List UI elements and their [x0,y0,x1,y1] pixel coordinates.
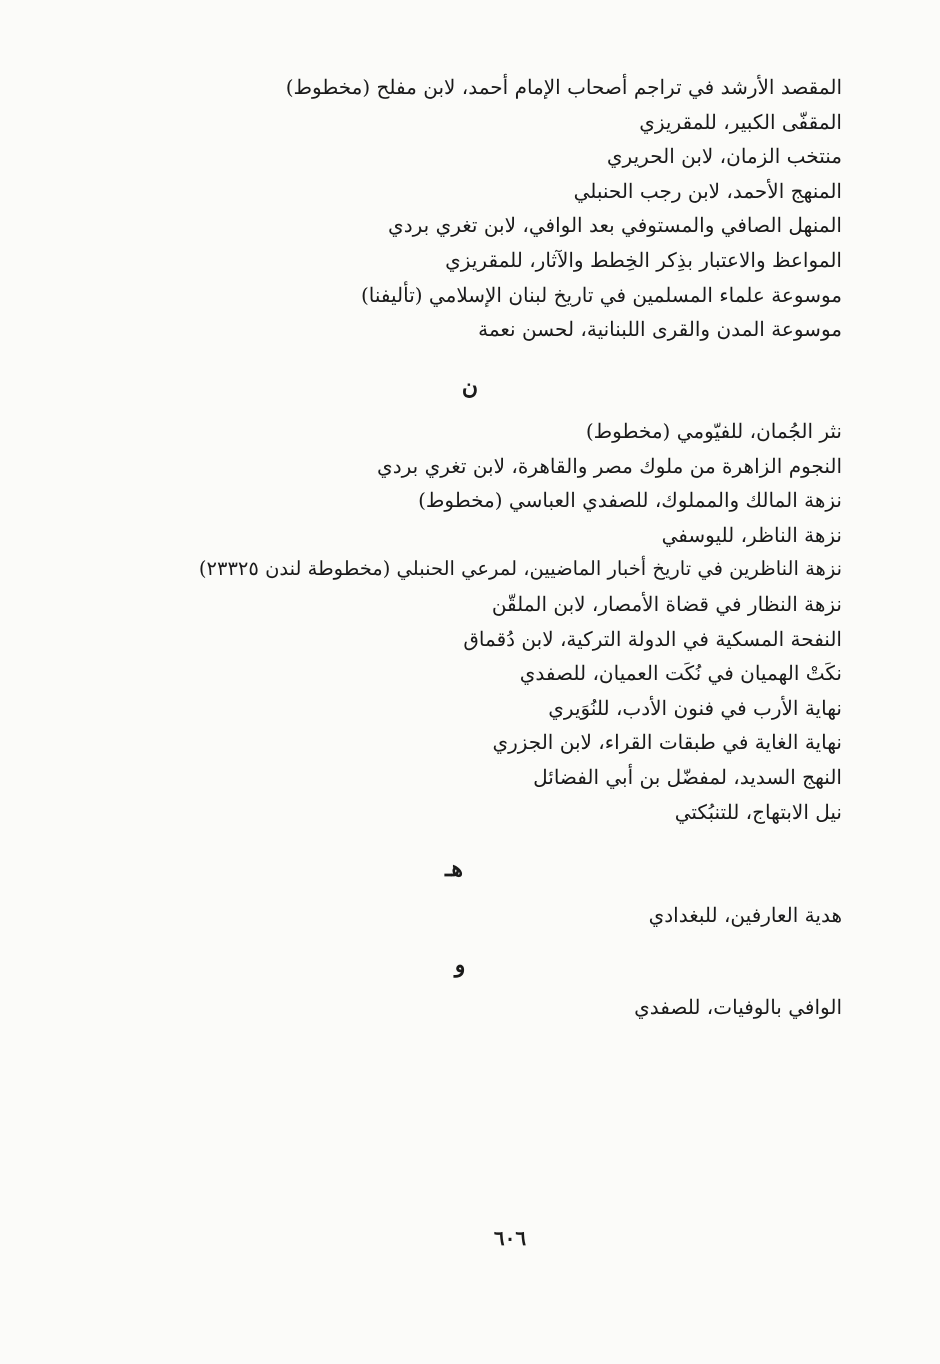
list-item: النجوم الزاهرة من ملوك مصر والقاهرة، لابن تغري بردي [377,453,842,478]
section-waw-list [162,990,842,1025]
list-item: نزهة الناظر، لليوسفي [661,522,842,547]
section-meem-list [162,70,842,347]
list-item: الوافي بالوفيات، للصفدي [634,995,842,1019]
list-item: هدية العارفين، للبغدادي [648,903,842,927]
page-number: ٦٠٦ [493,1226,527,1250]
list-item: نزهة المالك والمملوك، للصفدي العباسي (مخطوط) [418,488,842,513]
section-noon-list [162,414,842,829]
list-item: المواعظ والاعتبار بذِكر الخِطط والآثار، للمقريزي [445,247,842,272]
list-item: المنهج الأحمد، لابن رجب الحنبلي [573,178,842,203]
list-item: نهاية الغاية في طبقات القراء، لابن الجزري [492,730,842,755]
list-item: نزهة الناظرين في تاريخ أخبار الماضيين، لمرعي الحنبلي (مخطوطة لندن ٢٣٣٢٥) [198,557,842,581]
list-item: المقصد الأرشد في تراجم أصحاب الإمام أحمد، لابن مفلح (مخطوط) [285,75,842,99]
list-item: منتخب الزمان، لابن الحريري [606,144,842,169]
list-item: نثر الجُمان، للفيّومي (مخطوط) [585,419,842,443]
section-heading-waw: و [454,952,466,978]
list-item: موسوعة علماء المسلمين في تاريخ لبنان الإسلامي (تأليفنا) [360,282,842,307]
list-item: المنهل الصافي والمستوفي بعد الوافي، لابن تغري بردي [388,213,842,238]
list-item: نيل الابتهاج، للتنبُكتي [674,799,842,824]
list-item: نكَتْ الهميان في نُكَت العميان، للصفدي [519,661,842,686]
list-item: النهج السديد، لمفضّل بن أبي الفضائل [533,764,842,789]
section-heading-noon: ن [461,374,479,400]
list-item: النفحة المسكية في الدولة التركية، لابن دُقماق [463,626,842,651]
section-ha-list [162,898,842,933]
section-heading-ha: هـ [444,856,464,882]
list-item: نزهة النظار في قضاة الأمصار، لابن الملقّن [491,591,842,616]
list-item: المقفّى الكبير، للمقريزي [639,109,842,134]
list-item: موسوعة المدن والقرى اللبنانية، لحسن نعمة [478,317,842,342]
list-item: نهاية الأرب في فنون الأدب، للنُوَيري [548,695,842,720]
